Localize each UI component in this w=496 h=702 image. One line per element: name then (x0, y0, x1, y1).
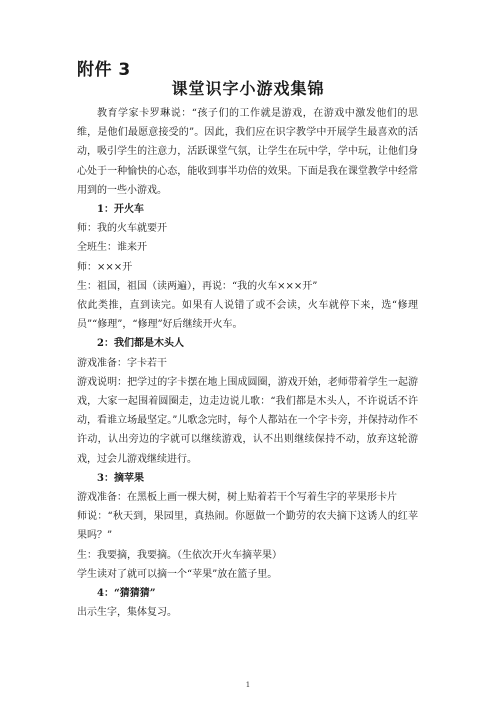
annex-title: 附件 3 (77, 60, 131, 80)
paragraph: 游戏准备：字卡若干 (77, 357, 167, 369)
paragraph: 依此类推，直到读完。如果有人说错了或不会读，火车就停下来，选“修理员”“修理”，“修理”好后继续开火车。 (77, 300, 418, 331)
page-number: 1 (245, 681, 251, 689)
paragraph: 生：祖国，祖国（读两遍），再说：“我的火车×××开” (77, 280, 318, 292)
document-title: 课堂识字小游戏集锦 (171, 79, 325, 98)
section-heading-guess: 4：“猜猜猜” (97, 588, 156, 600)
section-heading-wooden-people: 2：我们都是木头人 (97, 338, 184, 350)
paragraph: 师：×××开 (77, 261, 133, 273)
paragraph: 师：我的火车就要开 (77, 223, 167, 235)
paragraph: 生：我要摘，我要摘。（生依次开火车摘苹果） (77, 549, 282, 561)
document-body (77, 104, 418, 622)
section-heading-train: 1：开火车 (97, 204, 144, 216)
paragraph: 师说：“秋天到，果园里，真热闹。你愿做一个勤劳的农夫摘下这诱人的红苹果吗？” (77, 511, 418, 542)
intro-paragraph: 教育学家卡罗琳说：“孩子们的工作就是游戏，在游戏中激发他们的思维，是他们最愿意接受的”。因此，我们应在识字教学中开展学生最喜欢的活动，吸引学生的注意力，活跃课堂气氛，让学生在玩中学，学中玩，让他们身心处于一种愉快的心态，能收到事半功倍的效果。下面是我在课堂教学中经常用到的一些小游戏。 (77, 108, 418, 196)
paragraph: 游戏准备：在黑板上画一棵大树，树上贴着若干个写着生字的苹果形卡片 (77, 492, 397, 504)
section-heading-pick-apples: 3：摘苹果 (97, 472, 144, 484)
paragraph: 学生读对了就可以摘一个“苹果”放在篮子里。 (77, 568, 278, 580)
paragraph: 游戏说明：把学过的字卡摆在地上围成圆圈，游戏开始，老师带着学生一起游戏，大家一起围着圆圈走，边走边说儿歌：“我们都是木头人，不许说话不许动，看谁立场最坚定。”儿歌念完时，每个人都站在一个字卡旁，并保持动作不许动，认出旁边的字就可以继续游戏，认不出则继续保持不动，放弃这轮游戏，过会儿游戏继续进行。 (77, 376, 418, 465)
paragraph: 全班生：谁来开 (77, 242, 147, 254)
paragraph: 出示生字，集体复习。 (77, 607, 177, 619)
